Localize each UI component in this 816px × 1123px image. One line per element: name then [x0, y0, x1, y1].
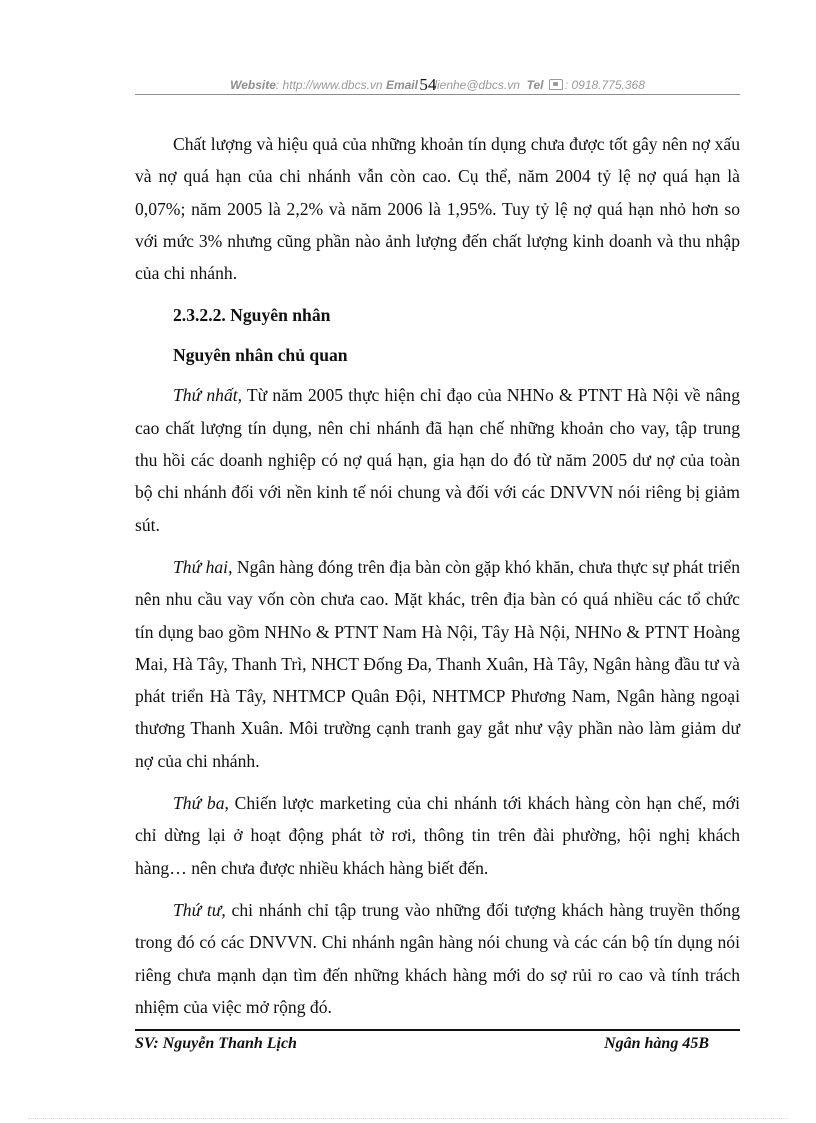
footer-divider	[135, 1029, 740, 1031]
page-bottom-border	[28, 1118, 788, 1119]
footer-author: SV: Nguyễn Thanh Lịch	[135, 1035, 297, 1052]
reason-paragraph	[135, 787, 740, 884]
reason-lead: Thứ ba	[173, 793, 225, 814]
intro-paragraph: Chất lượng và hiệu quả của những khoản tín dụng chưa được tốt gây nên nợ xấu và nợ quá hạn của chi nhánh vẫn còn cao. Cụ thể, năm 2004 tỷ lệ nợ quá hạn là 0,07%; năm 2005 là 2,2% và năm 2006 là 1,95%. Tuy tỷ lệ nợ quá hạn nhỏ hơn so với mức 3% nhưng cũng phần nào ảnh lượng đến chất lượng kinh doanh và thu nhập của chi nhánh.	[135, 134, 740, 284]
reason-paragraph	[135, 551, 740, 777]
email-label: Email	[385, 78, 418, 92]
reason-text: , Chiến lược marketing của chi nhánh tới khách hàng còn hạn chế, mới chỉ dừng lại ở hoạt động phát tờ rơi, thông tin trên đài phường, hội nghị khách hàng… nên chưa được nhiều khách hàng biết đến.	[135, 793, 740, 878]
footer-class: Ngân hàng 45B	[604, 1035, 709, 1052]
reason-text: , Từ năm 2005 thực hiện chỉ đạo của NHNo & PTNT Hà Nội về nâng cao chất lượng tín dụng, nên chi nhánh đã hạn chế những khoản cho vay, tập trung thu hồi các doanh nghiệp có nợ quá hạn, gia hạn do đó từ năm 2005 dư nợ của toàn bộ chi nhánh đối với nền kinh tế nói chung và đối với các DNVVN nói riêng bị giảm sút.	[135, 385, 740, 535]
tel-label: Tel	[526, 78, 544, 92]
reason-paragraph	[135, 379, 740, 540]
tel-value: : 0918.775.368	[564, 78, 645, 92]
reason-paragraph	[135, 894, 740, 1023]
page-number: 54	[419, 75, 437, 94]
reason-text: , Ngân hàng đóng trên địa bàn còn gặp khó khăn, chưa thực sự phát triển nên nhu cầu vay vốn còn chưa cao. Mặt khác, trên địa bàn có quá nhiều các tổ chức tín dụng bao gồm NHNo & PTNT Nam Hà Nội, Tây Hà Nội, NHNo & PTNT Hoàng Mai, Hà Tây, Thanh Trì, NHCT Đống Đa, Thanh Xuân, Hà Tây, Ngân hàng đầu tư và phát triển Hà Tây, NHTMCP Quân Đội, NHTMCP Phương Nam, Ngân hàng ngoại thương Thanh Xuân. Môi trường cạnh tranh gay gắt như vậy phần nào làm giảm dư nợ của chi nhánh.	[135, 556, 741, 771]
document-body	[135, 128, 740, 1033]
website-value: : http://www.dbcs.vn	[275, 78, 383, 92]
header-divider	[135, 94, 740, 95]
phone-icon	[549, 79, 563, 90]
website-label: Website	[230, 78, 276, 92]
reason-text: , chi nhánh chỉ tập trung vào những đối tượng khách hàng truyền thống trong đó có các DNVVN. Chi nhánh ngân hàng nói chung và các cán bộ tín dụng nói riêng chưa mạnh dạn tìm đến những khách hàng mới do sợ rủi ro cao và tính trách nhiệm của việc mở rộng đó.	[135, 899, 740, 1017]
page-header	[135, 74, 740, 94]
section-heading: 2.3.2.2. Nguyên nhân	[173, 305, 331, 326]
reason-lead: Thứ tư	[173, 899, 222, 920]
email-value: lienhe@dbcs.vn	[434, 78, 520, 92]
reason-lead: Thứ hai	[173, 556, 229, 577]
reason-lead: Thứ nhất	[173, 385, 238, 406]
subheading: Nguyên nhân chủ quan	[173, 345, 348, 366]
